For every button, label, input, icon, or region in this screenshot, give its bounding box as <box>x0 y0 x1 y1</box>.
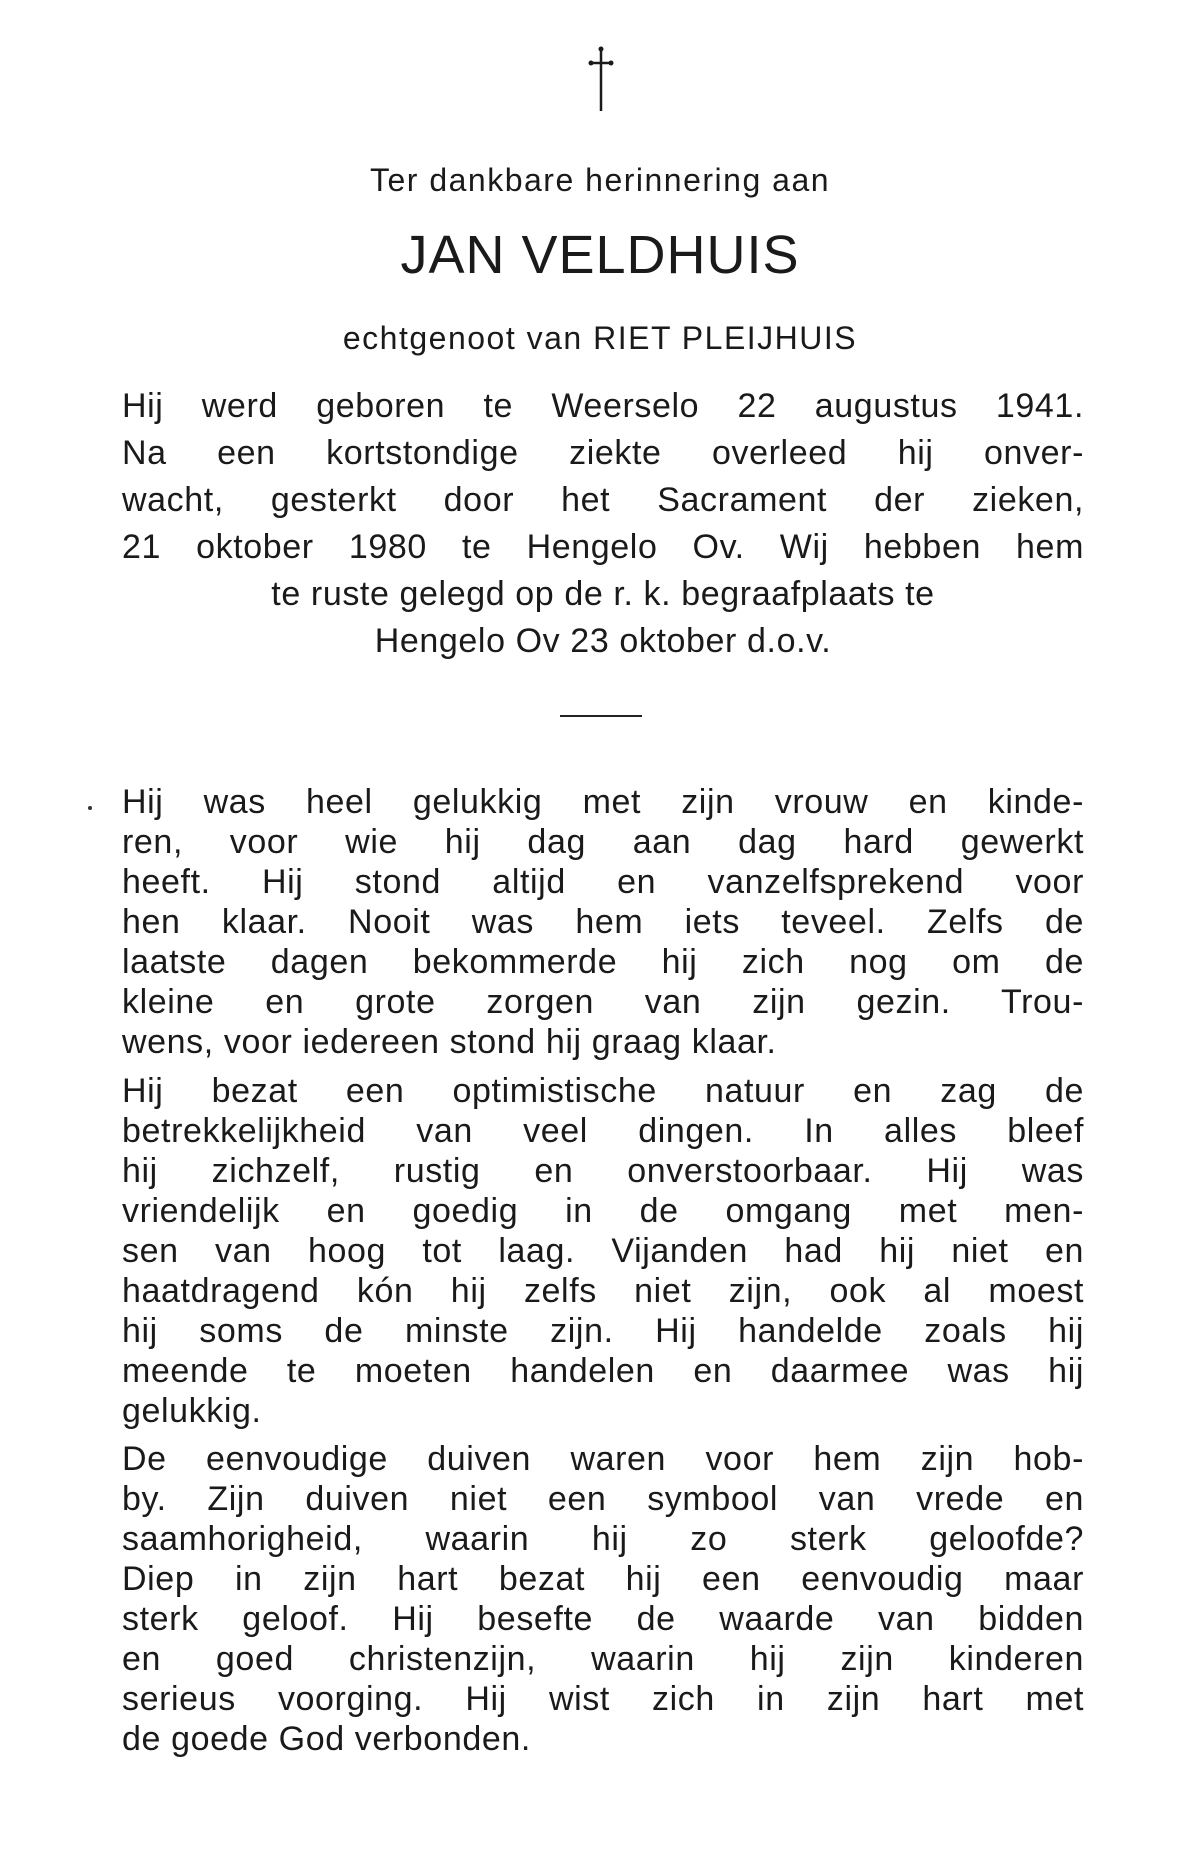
stray-mark <box>88 806 92 810</box>
text-line: De eenvoudige duiven waren voor hem zijn hob- <box>122 1440 1084 1478</box>
text-line: Na een kortstondige ziekte overleed hij onver- <box>122 434 1084 472</box>
text-line: meende te moeten handelen en daarmee was hij <box>122 1352 1084 1390</box>
text-line: hij soms de minste zijn. Hij handelde zoals hij <box>122 1312 1084 1350</box>
text-line: hij zichzelf, rustig en onverstoorbaar. Hij was <box>122 1152 1084 1190</box>
text-line: ren, voor wie hij dag aan dag hard gewerkt <box>122 823 1084 861</box>
text-line: 21 oktober 1980 te Hengelo Ov. Wij hebben hem <box>122 528 1084 566</box>
memorial-paragraph <box>122 1071 1084 1431</box>
text-line: wens, voor iedereen stond hij graag klaar. <box>122 1023 777 1061</box>
cross-icon <box>586 45 616 115</box>
text-line: saamhorigheid, waarin hij zo sterk geloofde? <box>122 1520 1084 1558</box>
text-line: Hij was heel gelukkig met zijn vrouw en kinde- <box>122 783 1084 821</box>
text-line: Diep in zijn hart bezat hij een eenvoudig maar <box>122 1560 1084 1598</box>
text-line: sen van hoog tot laag. Vijanden had hij niet en <box>122 1232 1084 1270</box>
text-line: haatdragend kón hij zelfs niet zijn, ook al moest <box>122 1272 1084 1310</box>
text-line: hen klaar. Nooit was hem iets teveel. Zelfs de <box>122 903 1084 941</box>
text-line: serieus voorging. Hij wist zich in zijn hart met <box>122 1680 1084 1718</box>
text-line: by. Zijn duiven niet een symbool van vrede en <box>122 1480 1084 1518</box>
text-line: Hengelo Ov 23 oktober d.o.v. <box>374 622 832 660</box>
text-line: vriendelijk en goedig in de omgang met men- <box>122 1192 1084 1230</box>
text-line: kleine en grote zorgen van zijn gezin. Trou- <box>122 983 1084 1021</box>
text-line: wacht, gesterkt door het Sacrament der zieken, <box>122 481 1084 519</box>
text-line: de goede God verbonden. <box>122 1720 531 1758</box>
text-line: betrekkelijkheid van veel dingen. In alles bleef <box>122 1112 1084 1150</box>
text-line: gelukkig. <box>122 1392 262 1430</box>
biography-paragraph <box>122 383 1084 665</box>
intro-line: Ter dankbare herinnering aan <box>369 162 831 198</box>
text-line: en goed christenzijn, waarin hij zijn kinderen <box>122 1640 1084 1678</box>
text-line: heeft. Hij stond altijd en vanzelfsprekend voor <box>122 863 1084 901</box>
spouse-line: echtgenoot van RIET PLEIJHUIS <box>342 320 858 356</box>
text-line: laatste dagen bekommerde hij zich nog om de <box>122 943 1084 981</box>
memorial-paragraph <box>122 782 1084 1062</box>
text-line: Hij bezat een optimistische natuur en zag de <box>122 1072 1084 1110</box>
deceased-name: JAN VELDHUIS <box>400 225 800 285</box>
divider <box>560 715 642 717</box>
text-line: te ruste gelegd op de r. k. begraafplaats te <box>271 575 935 613</box>
memorial-paragraph <box>122 1439 1084 1759</box>
text-line: sterk geloof. Hij besefte de waarde van bidden <box>122 1600 1084 1638</box>
text-line: Hij werd geboren te Weerselo 22 augustus 1941. <box>122 387 1084 425</box>
